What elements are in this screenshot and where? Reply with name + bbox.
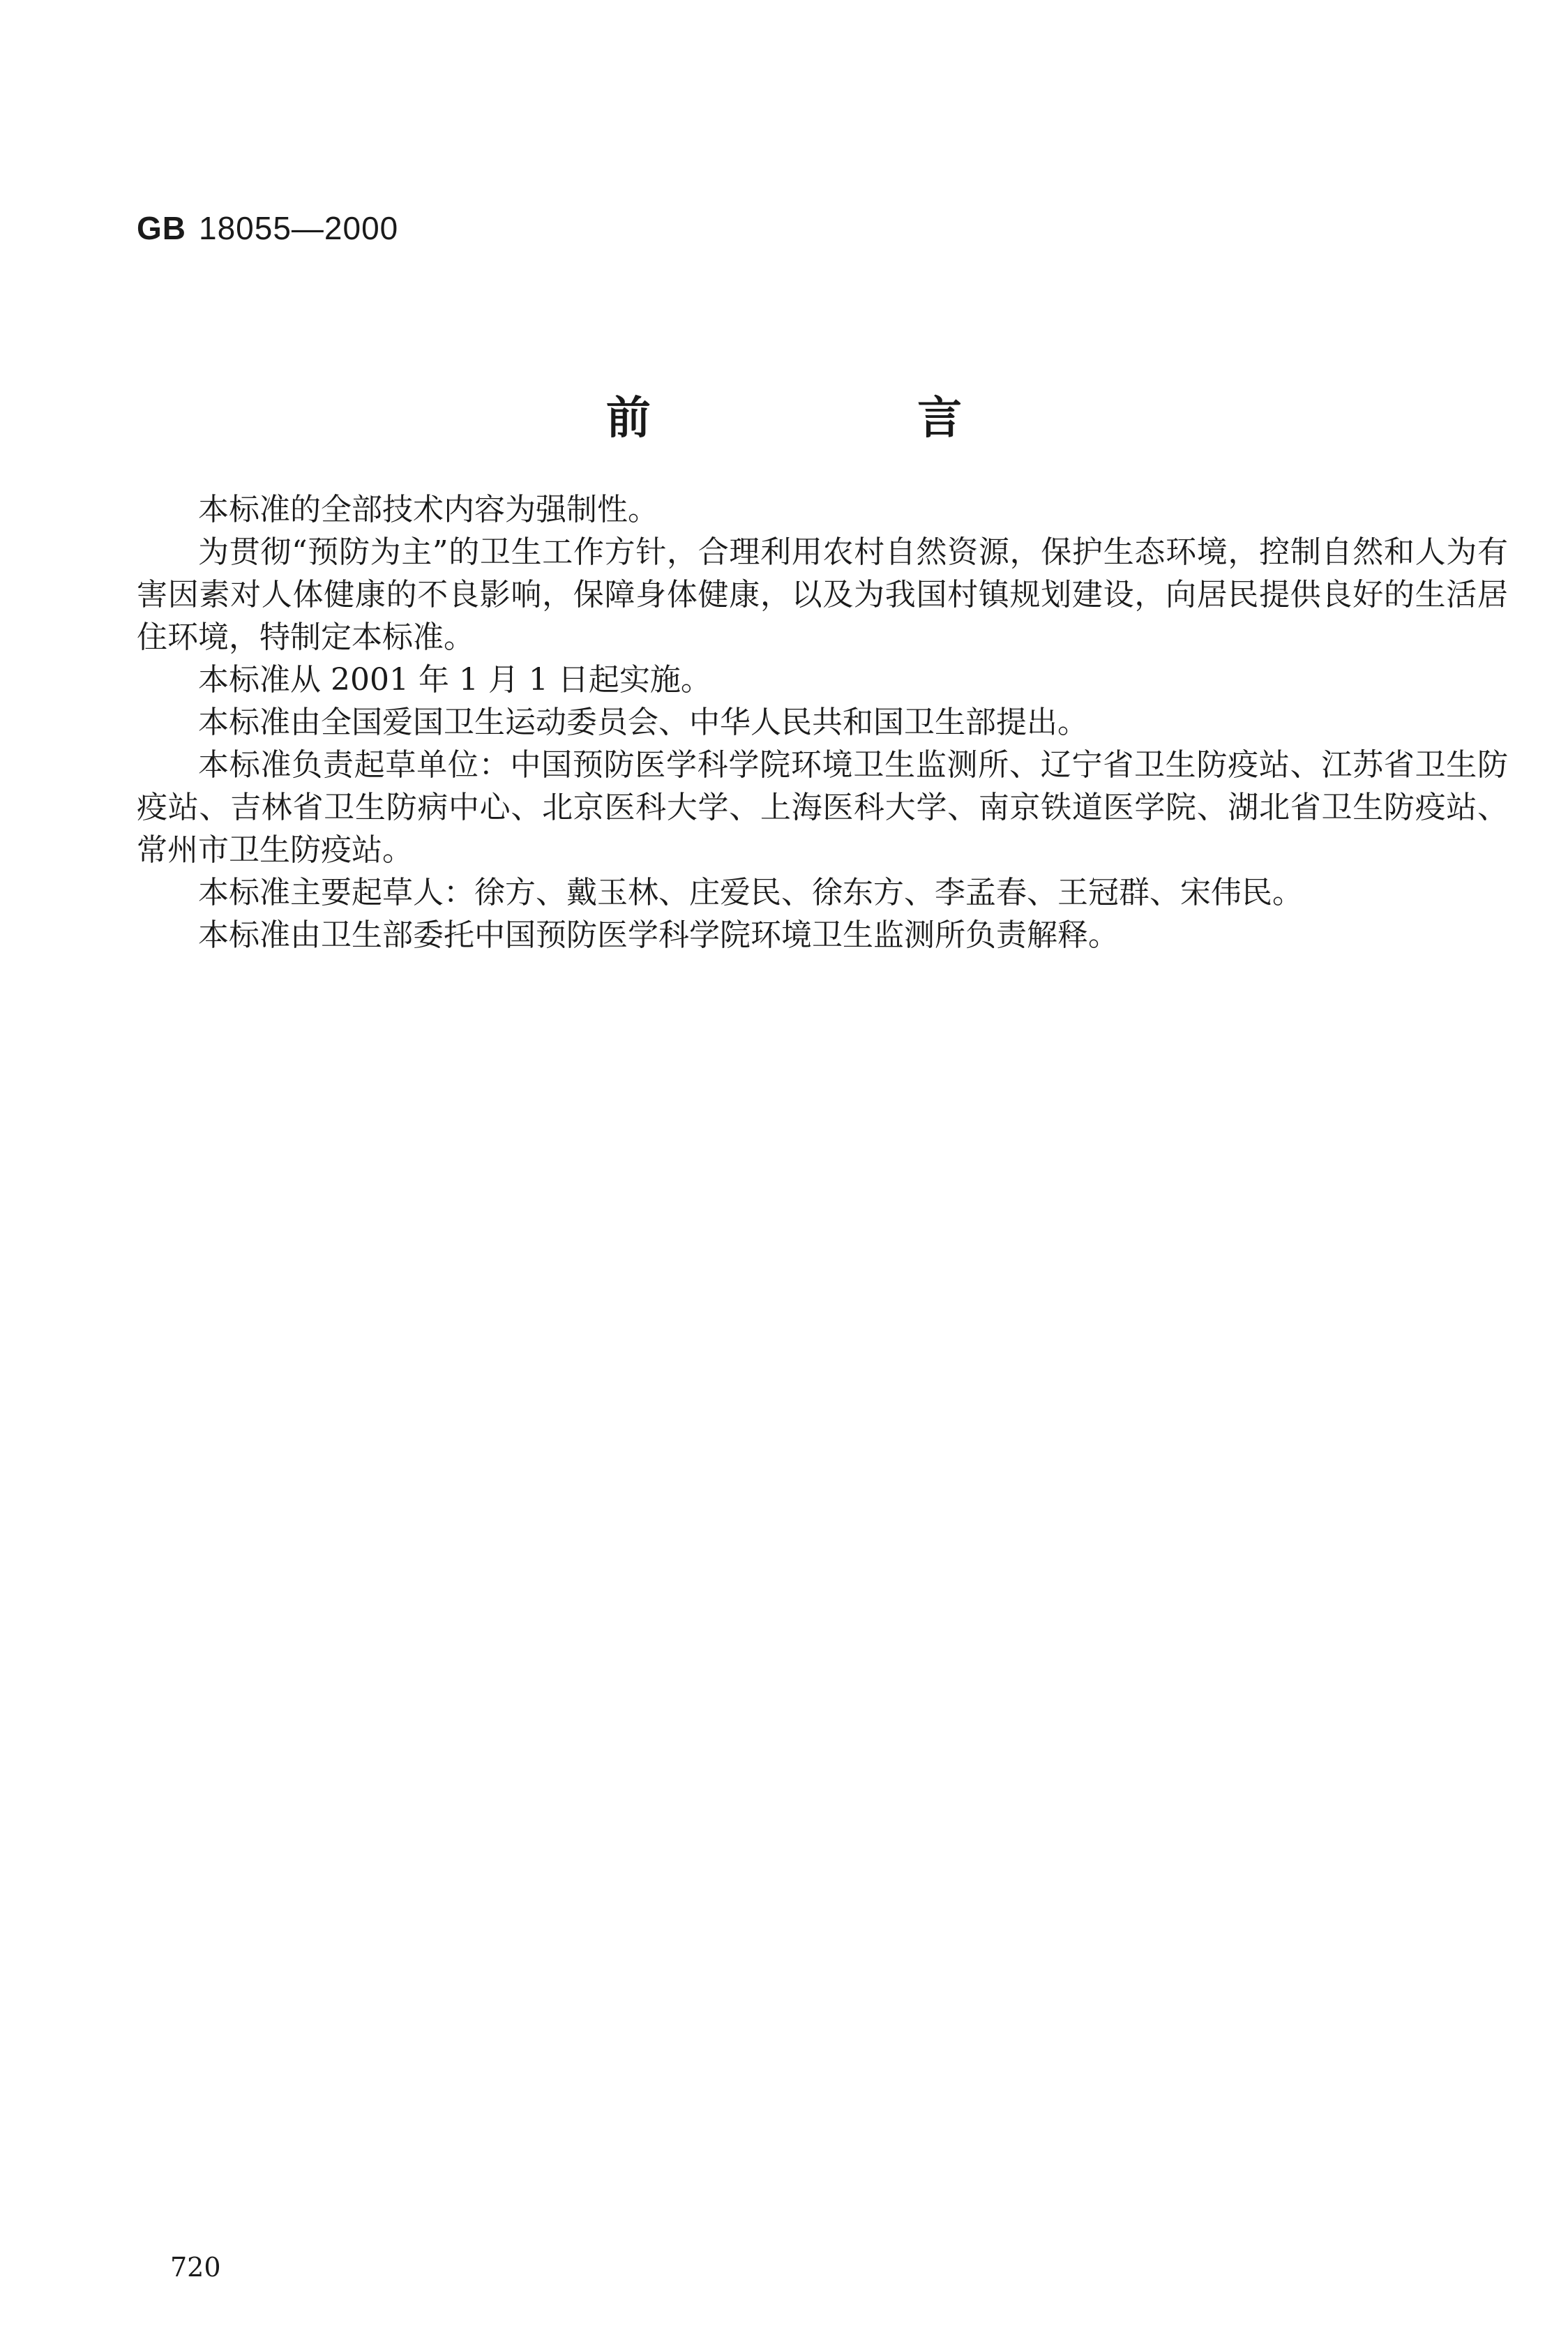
page-title: 前 言 [605, 393, 1088, 444]
paragraph-drafters: 本标准主要起草人：徐方、戴玉林、庄爱民、徐东方、李孟春、王冠群、宋伟民。 [198, 875, 1303, 910]
paragraph-purpose: 为贯彻“预防为主”的卫生工作方针，合理利用农村自然资源，保护生态环境，控制自然和人为有害因素对人体健康的不良影响，保障身体健康，以及为我国村镇规划建设，向居民提供良好的生活居住环境，特制定本标准。 [137, 534, 1508, 655]
paragraph-effective-date: 本标准从 2001 年 1 月 1 日起实施。 [198, 662, 711, 698]
paragraph-proposer: 本标准由全国爱国卫生运动委员会、中华人民共和国卫生部提出。 [198, 705, 1088, 740]
page-number: 720 [170, 2252, 221, 2283]
standard-code [137, 209, 398, 247]
paragraph-interpretation: 本标准由卫生部委托中国预防医学科学院环境卫生监测所负责解释。 [198, 917, 1119, 953]
standard-number: 18055—2000 [199, 210, 399, 246]
paragraph-drafting-units: 本标准负责起草单位：中国预防医学科学院环境卫生监测所、辽宁省卫生防疫站、江苏省卫生防疫站、吉林省卫生防病中心、北京医科大学、上海医科大学、南京铁道医学院、湖北省卫生防疫站、常州市卫生防疫站。 [137, 747, 1508, 868]
standard-prefix: GB [137, 210, 186, 246]
paragraph-mandatory: 本标准的全部技术内容为强制性。 [198, 492, 658, 527]
foreword-body [137, 488, 1508, 956]
